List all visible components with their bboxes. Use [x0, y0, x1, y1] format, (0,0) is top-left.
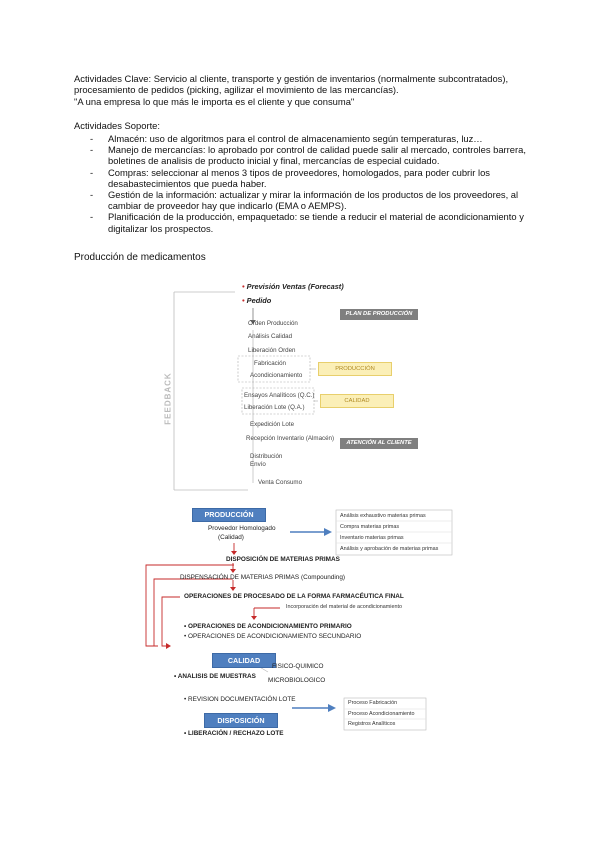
intro-quote: "A una empresa lo que más le importa es el cliente y que consuma" [74, 96, 355, 107]
yellow-box-produccion: PRODUCCIÓN [318, 362, 392, 376]
list-item: - Gestión de la información: actualizar y mirar la información de los productos de los proveedores, al cambiar de proveedor hay que indicarlo (EMA o AEMPS). [74, 189, 544, 211]
soporte-list [74, 133, 544, 234]
analisis-muestras: • ANALISIS DE MUESTRAS [174, 673, 256, 680]
calidad-box: CALIDAD [212, 653, 276, 668]
bullet-forecast: • Previsión Ventas (Forecast) [242, 282, 344, 291]
list-item: - Planificación de la producción, empaquetado: se tiende a reducir el material de acondicionamiento y digitalizar los prospectos. [74, 211, 544, 233]
step-acondicionamiento: Acondicionamiento [250, 372, 303, 379]
fisico-quimico: FISICO-QUIMICO [272, 663, 324, 670]
step-orden-produccion: Orden Producción [248, 320, 298, 327]
list-item: - Almacén: uso de algoritmos para el control de almacenamiento según temperaturas, luz… [74, 133, 544, 144]
list-item: - Manejo de mercancías: lo aprobado por control de calidad puede salir al mercado, controles barrera, boletines de analisis de producto inicial y final, mercancías de especial cuidado. [74, 144, 544, 166]
liberacion-rechazo: • LIBERACIÓN / RECHAZO LOTE [184, 730, 284, 737]
step-venta-consumo: Venta Consumo [258, 479, 303, 486]
disposicion-materias-primas: DISPOSICIÓN DE MATERIAS PRIMAS [226, 556, 340, 563]
step-recepcion-inventario: Recepción Inventario (Almacén) [246, 435, 335, 442]
step-analisis-calidad: Análisis Calidad [248, 333, 293, 340]
step-liberacion-orden: Liberación Orden [248, 347, 296, 354]
list-item: - Compras: seleccionar al menos 3 tipos de proveedores, homologados, para poder cubrir los desabastecimientos que pueda haber. [74, 167, 544, 189]
dispensacion: DISPENSACIÓN DE MATERIAS PRIMAS (Compounding) [180, 574, 346, 581]
microbiologico: MICROBIOLOGICO [268, 677, 326, 684]
proveedor-homologado: Proveedor Homologado [208, 525, 276, 532]
side-item-3: Inventario materias primas [340, 535, 404, 541]
band-plan-produccion: PLAN DE PRODUCCIÓN [340, 309, 418, 320]
bullet-pedido: • Pedido [242, 296, 272, 305]
step-expedicion-lote: Expedición Lote [250, 421, 295, 428]
step-distribucion: Distribución [250, 453, 283, 460]
rev-item-2: Proceso Acondicionamiento [348, 711, 415, 717]
incorporacion-material: Incorporación del material de acondicionamiento [286, 604, 402, 610]
operaciones-procesado: OPERACIONES DE PROCESADO DE LA FORMA FARMACÉUTICA FINAL [184, 593, 404, 600]
diagram-quality-flow [140, 506, 460, 742]
rev-item-1: Proceso Fabricación [348, 700, 398, 706]
revision-documentacion: • REVISION DOCUMENTACIÓN LOTE [184, 696, 296, 703]
step-liberacion-lote: Liberación Lote (Q.A.) [244, 404, 305, 411]
yellow-box-calidad: CALIDAD [320, 394, 394, 408]
step-ensayos-analiticos: Ensayos Analíticos (Q.C.) [244, 392, 315, 399]
side-item-4: Análisis y aprobación de materias primas [340, 546, 439, 552]
op-secundario: • OPERACIONES DE ACONDICIONAMIENTO SECUNDARIO [184, 633, 362, 640]
step-envio: Envío [250, 461, 266, 468]
side-item-1: Análisis exhaustivo materias primas [340, 513, 426, 519]
band-atencion-cliente: ATENCIÓN AL CLIENTE [340, 438, 418, 449]
section-title: Producción de medicamentos [74, 252, 206, 263]
diagram-production-flow [150, 278, 450, 500]
feedback-label: FEEDBACK [163, 372, 173, 425]
intro-line-2: procesamiento de pedidos (picking, agilizar el movimiento de las mercancías). [74, 84, 399, 95]
intro-line-1: Actividades Clave: Servicio al cliente, transporte y gestión de inventarios (normalmente subcontratados), [74, 73, 509, 84]
produccion-box: PRODUCCIÓN [192, 508, 266, 522]
side-item-2: Compra materias primas [340, 524, 400, 530]
rev-item-3: Registros Analíticos [348, 721, 396, 727]
soporte-title: Actividades Soporte: [74, 120, 160, 131]
step-fabricacion: Fabricación [254, 360, 286, 367]
calidad-paren: (Calidad) [218, 534, 244, 541]
op-primario: • OPERACIONES DE ACONDICIONAMIENTO PRIMARIO [184, 623, 352, 630]
disposicion-box: DISPOSICIÓN [204, 713, 278, 728]
